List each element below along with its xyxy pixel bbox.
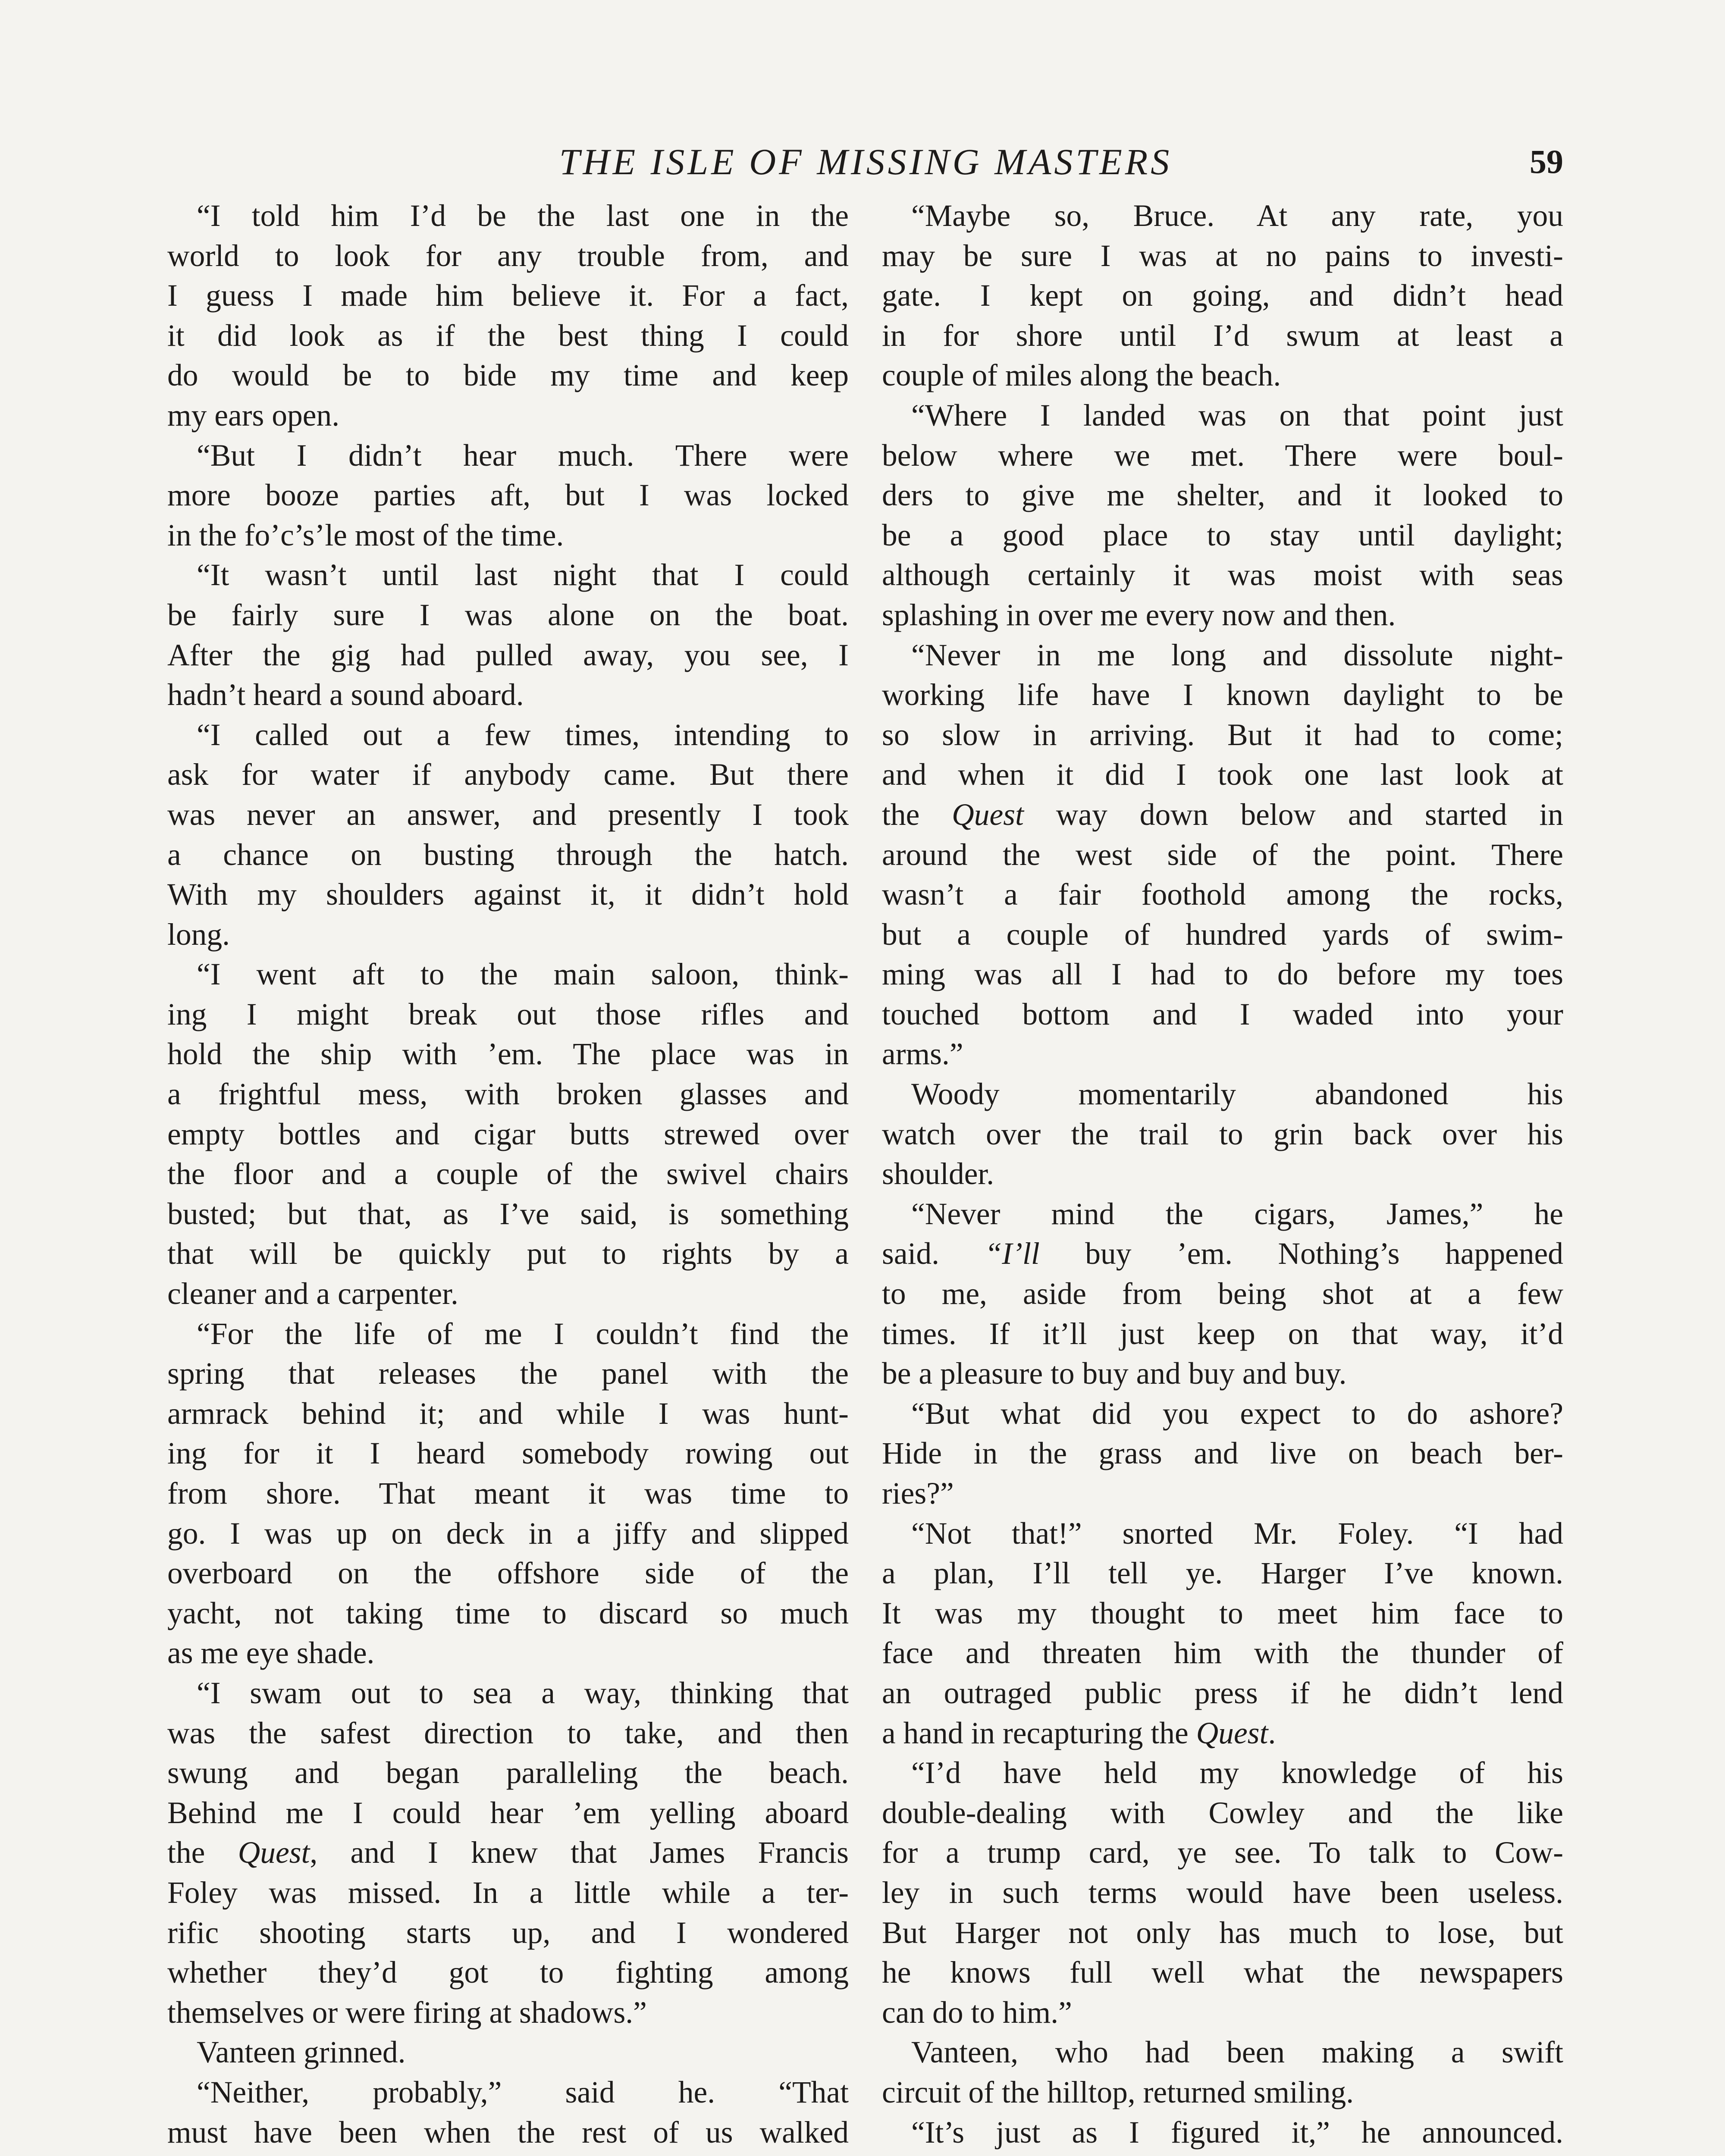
text-line: from shore. That meant it was time to — [167, 1476, 849, 1510]
text-line: and when it did I took one last look at — [882, 758, 1563, 792]
text-line: Vanteen, who had been making a swift — [911, 2035, 1563, 2070]
paragraph — [882, 1514, 1563, 1754]
text-line: hold the ship with ’em. The place was in — [167, 1037, 849, 1072]
text-line: circuit of the hilltop, returned smiling. — [882, 2075, 1354, 2109]
text-line: busted; but that, as I’ve said, is something — [167, 1197, 849, 1231]
text-line: watch over the trail to grin back over his — [882, 1117, 1563, 1151]
text-line: “I went aft to the main saloon, think- — [197, 957, 849, 992]
paragraph — [882, 396, 1563, 636]
text-line: yacht, not taking time to discard so much — [167, 1596, 849, 1630]
paragraph — [882, 1394, 1563, 1514]
text-line: must have been when the rest of us walked — [167, 2115, 849, 2150]
text-line: But Harger not only has much to lose, but — [882, 1915, 1563, 1950]
text-line: a frightful mess, with broken glasses and — [167, 1077, 849, 1112]
text-line: “It’s just as I figured it,” he announced. — [911, 2115, 1563, 2150]
text-line: but a couple of hundred yards of swim- — [882, 917, 1563, 952]
text-line: “Maybe so, Bruce. At any rate, you — [911, 199, 1563, 233]
text-line: be fairly sure I was alone on the boat. — [167, 598, 849, 632]
text-line: ing I might break out those rifles and — [167, 997, 849, 1031]
text-line: for a trump card, ye see. To talk to Cow- — [882, 1836, 1563, 1870]
text-line: With my shoulders against it, it didn’t hold — [167, 877, 849, 912]
text-line: After the gig had pulled away, you see, I — [167, 638, 849, 672]
text-line: couple of miles along the beach. — [882, 358, 1281, 393]
text-line: themselves or were firing at shadows.” — [167, 1995, 647, 2030]
text-line: ing for it I heard somebody rowing out — [167, 1436, 849, 1471]
text-line: times. If it’ll just keep on that way, it’d — [882, 1316, 1563, 1351]
text-line: double-dealing with Cowley and the like — [882, 1796, 1563, 1830]
paragraph — [882, 2113, 1563, 2156]
right-text-column — [882, 196, 1563, 2156]
text-line: Vanteen grinned. — [197, 2035, 406, 2070]
text-line: touched bottom and I waded into your — [882, 997, 1563, 1031]
text-line: in for shore until I’d swum at least a — [882, 318, 1563, 353]
text-line: can do to him.” — [882, 1995, 1072, 2030]
text-line: ask for water if anybody came. But there — [167, 758, 849, 792]
text-line: around the west side of the point. There — [882, 837, 1563, 872]
text-line: be a good place to stay until daylight; — [882, 518, 1563, 552]
text-line: “I told him I’d be the last one in the — [197, 199, 849, 233]
left-text-column — [167, 196, 849, 2156]
text-line: shoulder. — [882, 1157, 994, 1191]
text-line: “But I didn’t hear much. There were — [197, 438, 849, 473]
text-line: “It wasn’t until last night that I could — [197, 558, 849, 592]
text-line: go. I was up on deck in a jiffy and slipped — [167, 1516, 849, 1551]
text-line: “For the life of me I couldn’t find the — [197, 1316, 849, 1351]
paragraph — [167, 2073, 849, 2156]
text-line: the floor and a couple of the swivel chairs — [167, 1157, 849, 1191]
paragraph — [882, 2033, 1563, 2112]
paragraph — [882, 1753, 1563, 2033]
text-line: my ears open. — [167, 398, 340, 432]
text-line: was the safest direction to take, and then — [167, 1716, 849, 1750]
text-line: as me eye shade. — [167, 1636, 375, 1670]
text-line: I guess I made him believe it. For a fact, — [167, 279, 849, 313]
text-line: ders to give me shelter, and it looked to — [882, 478, 1563, 513]
paragraph — [167, 1314, 849, 1673]
text-line: he knows full well what the newspapers — [882, 1955, 1563, 1990]
text-line: “Not that!” snorted Mr. Foley. “I had — [911, 1516, 1563, 1551]
text-line: a plan, I’ll tell ye. Harger I’ve known. — [882, 1556, 1563, 1591]
text-line: swung and began paralleling the beach. — [167, 1756, 849, 1790]
text-line: more booze parties aft, but I was locked — [167, 478, 849, 513]
text-line: cleaner and a carpenter. — [167, 1277, 458, 1311]
text-line — [882, 2153, 1563, 2156]
text-line: be a pleasure to buy and buy and buy. — [882, 1357, 1347, 1391]
paragraph — [882, 196, 1563, 396]
text-line: It was my thought to meet him face to — [882, 1596, 1563, 1630]
paragraph — [167, 1673, 849, 2033]
paragraph — [882, 1194, 1563, 1394]
paragraph — [167, 715, 849, 955]
text-line: gate. I kept on going, and didn’t head — [882, 279, 1563, 313]
text-line: ries?” — [882, 1476, 954, 1510]
text-line: Woody momentarily abandoned his — [911, 1077, 1563, 1112]
text-line: empty bottles and cigar butts strewed over — [167, 1117, 849, 1151]
running-title: THE ISLE OF MISSING MASTERS — [559, 141, 1173, 182]
text-line: “Where I landed was on that point just — [911, 398, 1563, 432]
text-line: “I swam out to sea a way, thinking that — [197, 1676, 849, 1710]
page-header — [168, 136, 1563, 188]
paragraph — [167, 555, 849, 715]
text-line: working life have I known daylight to be — [882, 678, 1563, 712]
text-line: “Never mind the cigars, James,” he — [911, 1197, 1563, 1231]
text-line: to me, aside from being shot at a few — [882, 1277, 1563, 1311]
text-line: splashing in over me every now and then. — [882, 598, 1396, 632]
text-line: was never an answer, and presently I took — [167, 797, 849, 832]
text-line: “I’d have held my knowledge of his — [911, 1756, 1563, 1790]
text-line: wasn’t a fair foothold among the rocks, — [882, 877, 1563, 912]
text-line: armrack behind it; and while I was hunt- — [167, 1396, 849, 1431]
text-line: an outraged public press if he didn’t lend — [882, 1676, 1563, 1710]
text-line: arms.” — [882, 1037, 963, 1072]
text-line: said. “I’ll buy ’em. Nothing’s happened — [882, 1237, 1563, 1271]
text-line: hadn’t heard a sound aboard. — [167, 678, 524, 712]
paragraph — [167, 2033, 849, 2073]
text-line: so slow in arriving. But it had to come; — [882, 718, 1563, 752]
text-line: world to look for any trouble from, and — [167, 238, 849, 273]
paragraph — [167, 196, 849, 436]
text-line: it did look as if the best thing I could — [167, 318, 849, 353]
text-line: a chance on busting through the hatch. — [167, 837, 849, 872]
paragraph — [167, 955, 849, 1314]
text-line: the Quest way down below and started in — [882, 797, 1563, 832]
text-line: do would be to bide my time and keep — [167, 358, 849, 393]
text-line: may be sure I was at no pains to investi- — [882, 238, 1563, 273]
text-line: ley in such terms would have been useless. — [882, 1875, 1563, 1910]
text-line: “I called out a few times, intending to — [197, 718, 849, 752]
text-line: “Never in me long and dissolute night- — [911, 638, 1563, 672]
text-line: overboard on the offshore side of the — [167, 1556, 849, 1591]
text-line: “But what did you expect to do ashore? — [911, 1396, 1563, 1431]
text-line: face and threaten him with the thunder of — [882, 1636, 1563, 1670]
text-line: below where we met. There were boul- — [882, 438, 1563, 473]
paragraph — [882, 1075, 1563, 1194]
text-line: Hide in the grass and live on beach ber- — [882, 1436, 1563, 1471]
text-line: whether they’d got to fighting among — [167, 1955, 849, 1990]
text-line: rific shooting starts up, and I wondered — [167, 1915, 849, 1950]
text-line: Behind me I could hear ’em yelling aboard — [167, 1796, 849, 1830]
paragraph — [882, 636, 1563, 1075]
text-line: long. — [167, 917, 230, 952]
text-line: although certainly it was moist with seas — [882, 558, 1563, 592]
text-line: that will be quickly put to rights by a — [167, 1237, 849, 1271]
text-line: “Neither, probably,” said he. “That — [197, 2075, 849, 2109]
text-line: the Quest, and I knew that James Francis — [167, 1836, 849, 1870]
text-line — [167, 2153, 849, 2156]
text-line: ming was all I had to do before my toes — [882, 957, 1563, 992]
text-line: spring that releases the panel with the — [167, 1357, 849, 1391]
paragraph — [167, 436, 849, 556]
text-line: in the fo’c’s’le most of the time. — [167, 518, 564, 552]
text-line: a hand in recapturing the Quest. — [882, 1716, 1276, 1750]
page-number: 59 — [1530, 143, 1563, 180]
text-line: Foley was missed. In a little while a ter- — [167, 1875, 849, 1910]
